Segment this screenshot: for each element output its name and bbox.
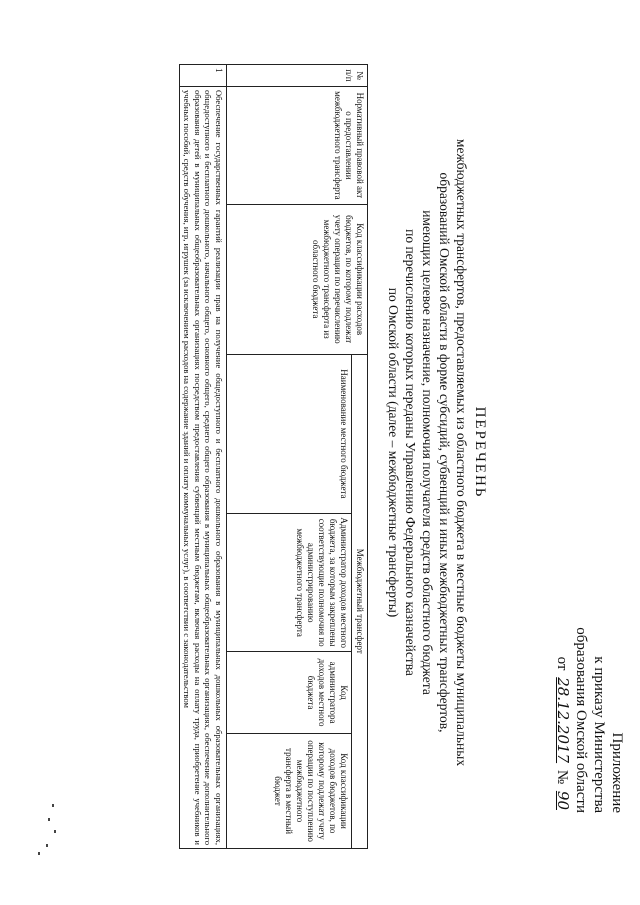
header-number: № п/п xyxy=(227,65,368,87)
header-administrator-code: Код администратора доходов местного бюджета xyxy=(227,652,352,734)
document-heading xyxy=(385,60,490,845)
header-income-administrator: Администратор доходов местного бюджета, за которым закреплены соответствующие полномочия по администрированию межбюджетного трансферта xyxy=(227,514,352,652)
heading-line-2: образований Омской области в форме субсидий, субвенций и иных межбюджетных трансфертов, xyxy=(437,172,452,733)
header-income-code: Код классификации доходов бюджетов, по которому подлежат учету операции по поступлению межбюджетного трансферта в местный бюджет xyxy=(227,734,352,849)
header-legal-act: Нормативный правовой акт о предоставлении межбюджетного трансферта xyxy=(227,86,368,204)
table-row xyxy=(180,65,227,849)
heading-line-5: по Омской области (далее – межбюджетные трансферты) xyxy=(386,287,401,618)
heading-line-3: имеющих целевое назначение, полномочия получателя средств областного бюджета xyxy=(420,210,435,695)
date-prefix: от xyxy=(554,656,570,671)
header-expense-code: Код классификации расходов бюджетов, по которому подлежат учету операции по перечислению межбюджетного трансферта из областного бюджета xyxy=(227,204,368,354)
appendix-date-number-line xyxy=(553,627,572,813)
row-description: Обеспечение государственных гарантий реализации прав на получение общедоступного и бесплатного дошкольного образования в муниципальных дошкольных образовательных организациях, общедоступного и бесплатного дошкольного, начального общего, основного общего, среднего общего образования в муниципальных общеобразовательных организациях, обеспечение дополнительного образования детей в муниципальных общеобразовательных организациях посредством предоставления субвенций местным бюджетам, включая расходы на оплату труда, приобретение учебников и учебных пособий, средств обучения, игр, игрушек (за исключением расходов на содержание зданий и оплату коммунальных услуг), в соответствии с законодательством xyxy=(180,86,227,848)
order-number: 90 xyxy=(554,790,572,810)
document-title: ПЕРЕЧЕНЬ xyxy=(472,406,488,499)
heading-line-1: межбюджетных трансфертов, предоставляемых из областного бюджета в местные бюджеты муниципальных xyxy=(454,138,469,767)
transfers-table xyxy=(179,64,368,849)
number-prefix: № xyxy=(554,769,570,785)
heading-line-4: по перечислению которых переданы Управлению Федерального казначейства xyxy=(403,229,418,676)
order-date: 28.12.2017 xyxy=(554,677,572,764)
table-header-row-1 xyxy=(352,65,368,849)
appendix-order-line: к приказу Министерства xyxy=(591,656,607,813)
header-transfer-group: Межбюджетный трансферт xyxy=(352,354,368,848)
appendix-block xyxy=(553,627,626,813)
appendix-ministry-line: образования Омской области xyxy=(573,627,589,813)
scan-noise-marks xyxy=(20,800,60,860)
row-number: 1 xyxy=(180,65,227,87)
appendix-title: Приложение xyxy=(609,732,625,813)
header-local-budget: Наименование местного бюджета xyxy=(227,354,352,514)
